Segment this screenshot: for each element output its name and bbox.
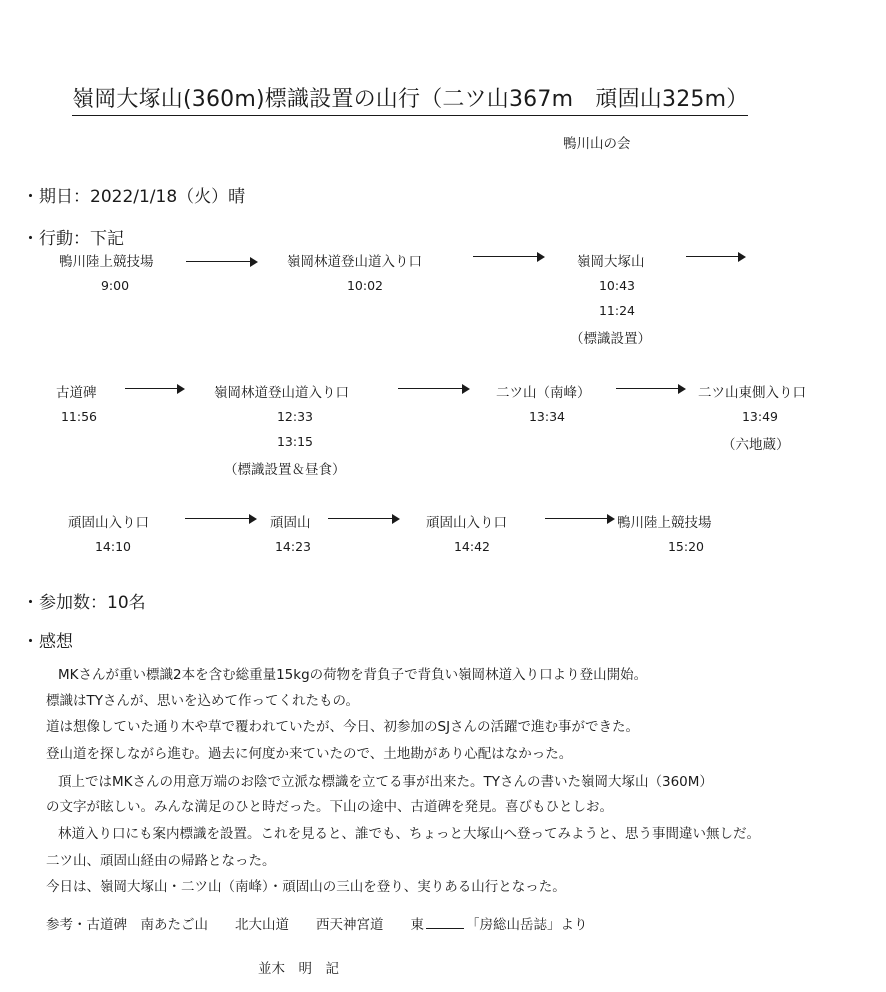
- impression-line: の文字が眩しい。みんな満足のひと時だった。下山の途中、古道碑を発見。喜びもひとしお。: [46, 799, 613, 815]
- route-arrow: [686, 252, 746, 262]
- route-place: 二ツ山東側入り口: [698, 385, 806, 401]
- route-note: （六地蔵）: [722, 437, 790, 453]
- reference-prefix: 参考・古道碑 南あたご山 北大山道 西天神宮道 東: [46, 917, 424, 933]
- blank-underline: [426, 916, 464, 929]
- route-place: 頑固山入り口: [426, 515, 507, 531]
- route-note: （標識設置＆昼食）: [224, 462, 346, 478]
- reference-suffix: 「房総山岳誌」より: [466, 917, 588, 933]
- impression-line: 登山道を探しながら進む。過去に何度か来ていたので、土地勘があり心配はなかった。: [46, 746, 573, 762]
- route-place: 嶺岡大塚山: [577, 254, 645, 270]
- impression-line: 二ツ山、頑固山経由の帰路となった。: [46, 853, 276, 869]
- impressions-heading: ・感想: [22, 632, 73, 652]
- impression-line: 道は想像していた通り木や草で覆われていたが、今日、初参加のSJさんの活躍で進む事ができた。: [46, 719, 640, 735]
- route-time: 13:34: [528, 409, 566, 424]
- route-time: 11:24: [598, 303, 636, 318]
- participants-line: ・参加数：10名: [22, 593, 146, 613]
- route-arrow: [473, 252, 545, 262]
- route-arrow: [186, 257, 258, 267]
- route-place: 二ツ山（南峰）: [496, 385, 591, 401]
- action-heading: ・行動：下記: [22, 229, 124, 249]
- route-time: 12:33: [276, 409, 314, 424]
- route-time: 14:42: [453, 539, 491, 554]
- page-title: 嶺岡大塚山(360m)標識設置の山行（二ツ山367m 頑固山325m）: [72, 86, 748, 116]
- route-place: 頑固山: [270, 515, 311, 531]
- route-time: 14:10: [94, 539, 132, 554]
- route-arrow: [328, 514, 400, 524]
- impression-line: 林道入り口にも案内標識を設置。これを見ると、誰でも、ちょっと大塚山へ登ってみようと、思う事間違い無しだ。: [58, 826, 760, 842]
- route-time: 13:49: [741, 409, 779, 424]
- route-arrow: [398, 384, 470, 394]
- route-place: 嶺岡林道登山道入り口: [287, 254, 422, 270]
- route-place: 鴨川陸上競技場: [617, 515, 712, 531]
- route-time: 14:23: [274, 539, 312, 554]
- route-time: 11:56: [60, 409, 98, 424]
- route-place: 鴨川陸上競技場: [59, 254, 154, 270]
- route-place: 頑固山入り口: [68, 515, 149, 531]
- reference-line: [46, 913, 588, 933]
- route-time: 13:15: [276, 434, 314, 449]
- impression-line: MKさんが重い標識2本を含む総重量15kgの荷物を背負子で背負い嶺岡林道入り口より登山開始。: [58, 667, 648, 683]
- route-place: 古道碑: [56, 385, 97, 401]
- author-line: 並木 明 記: [258, 961, 339, 977]
- route-arrow: [185, 514, 257, 524]
- route-arrow: [125, 384, 185, 394]
- route-time: 15:20: [667, 539, 705, 554]
- route-place: 嶺岡林道登山道入り口: [214, 385, 349, 401]
- route-time: 10:43: [598, 278, 636, 293]
- impression-line: 今日は、嶺岡大塚山・二ツ山（南峰）・頑固山の三山を登り、実りある山行となった。: [46, 879, 566, 895]
- route-arrow: [616, 384, 686, 394]
- route-time: 10:02: [346, 278, 384, 293]
- route-arrow: [545, 514, 615, 524]
- impression-line: 頂上ではMKさんの用意万端のお陰で立派な標識を立てる事が出来た。TYさんの書いた嶺岡大塚山（360M）: [58, 774, 713, 790]
- organization-name: 鴨川山の会: [563, 136, 631, 152]
- route-note: （標識設置）: [570, 331, 651, 347]
- date-line: ・期日：2022/1/18（火）晴: [22, 187, 246, 207]
- impression-line: 標識はTYさんが、思いを込めて作ってくれたもの。: [46, 693, 359, 709]
- route-time: 9:00: [100, 278, 130, 293]
